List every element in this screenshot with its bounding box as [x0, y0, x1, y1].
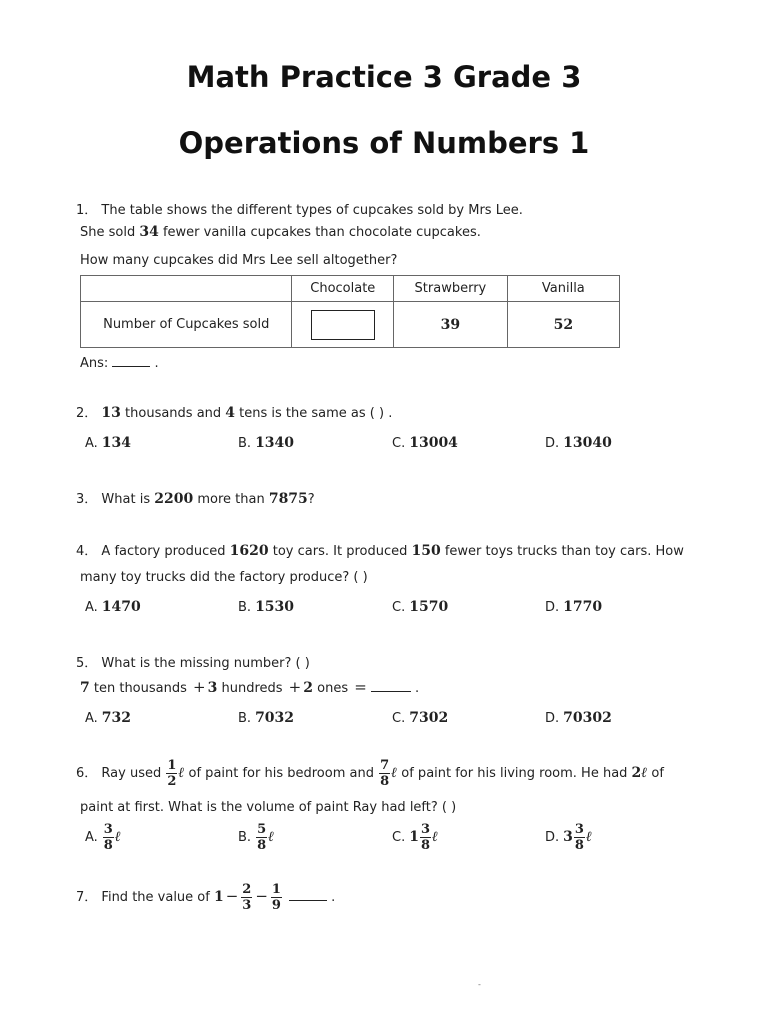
q1-line3: How many cupcakes did Mrs Lee sell altogether? [80, 253, 398, 268]
option-fraction [574, 822, 585, 853]
q1-text2-a: She sold [80, 225, 140, 240]
litre-symbol: ℓ [585, 829, 592, 845]
q5-line1 [76, 652, 310, 671]
option-letter: B. [238, 830, 252, 845]
table-header-vanilla: Vanilla [507, 276, 619, 302]
q5-option-d[interactable] [545, 710, 612, 726]
page-title: Math Practice 3 Grade 3 [186, 60, 582, 94]
q5-option-a[interactable] [85, 710, 131, 726]
fraction-numerator: 3 [103, 822, 113, 837]
q5-text-c: ones [313, 681, 353, 696]
fraction-one-half [166, 758, 177, 789]
q5-line2 [80, 678, 419, 696]
minus-sign: − [255, 887, 268, 905]
fraction-denominator: 8 [380, 774, 390, 789]
q2-line1 [76, 402, 392, 421]
q5-number: 5． [76, 656, 98, 671]
q2-option-c[interactable] [392, 435, 458, 451]
option-whole: 1 [409, 829, 419, 845]
q6-text-c: of paint for his living room. He had [397, 766, 632, 781]
fraction-seven-eighths [379, 758, 390, 789]
q4-line1 [76, 540, 684, 559]
q6-text-a: Ray used [101, 766, 166, 781]
q4-option-d[interactable] [545, 599, 602, 615]
option-value: 1470 [101, 599, 141, 615]
q7-number: 7． [76, 890, 98, 905]
q6-num1: 2 [631, 765, 642, 781]
q4-option-b[interactable] [238, 599, 294, 615]
litre-symbol: ℓ [178, 765, 185, 781]
option-value: 13004 [409, 435, 458, 451]
q5-option-b[interactable] [238, 710, 294, 726]
q4-number: 4． [76, 544, 98, 559]
option-letter: B. [238, 711, 252, 726]
q5-option-c[interactable] [392, 710, 448, 726]
q2-text-a: thousands and [120, 406, 226, 421]
fraction-numerator: 1 [271, 882, 281, 897]
q3-text-c: ? [307, 492, 315, 507]
option-letter: D. [545, 436, 560, 451]
chocolate-answer-box[interactable] [311, 310, 375, 340]
option-letter: C. [392, 436, 406, 451]
q3-num2: 7875 [268, 491, 308, 507]
option-value: 7302 [409, 710, 449, 726]
option-fraction [103, 822, 114, 853]
q2-option-d[interactable] [545, 435, 612, 451]
q5-text-b: hundreds [217, 681, 287, 696]
q2-option-a[interactable] [85, 435, 131, 451]
litre-symbol: ℓ [641, 765, 648, 781]
q7-text-end: . [326, 890, 336, 905]
option-letter: A. [85, 830, 98, 845]
option-whole: 3 [563, 829, 573, 845]
plus-sign: + [288, 678, 302, 696]
option-value: 1530 [255, 599, 295, 615]
option-letter: A. [85, 711, 98, 726]
q4-num1: 1620 [229, 543, 269, 559]
q3-number: 3． [76, 492, 98, 507]
option-letter: B. [238, 436, 252, 451]
fraction-denominator: 9 [271, 898, 281, 913]
fraction-denominator: 3 [242, 898, 252, 913]
fraction-denominator: 8 [420, 838, 431, 853]
q5-text-end: . [410, 681, 420, 696]
chocolate-answer-cell [292, 302, 394, 348]
option-value: 70302 [563, 710, 612, 726]
strawberry-value: 39 [394, 302, 508, 348]
q6-text-d: of [647, 766, 664, 781]
q3-text-a: What is [101, 492, 155, 507]
option-value: 1570 [409, 599, 449, 615]
table-row [81, 302, 620, 348]
vanilla-value: 52 [507, 302, 619, 348]
q2-number: 2． [76, 406, 98, 421]
equals-sign: = [354, 678, 367, 696]
minus-sign: − [225, 887, 239, 905]
fraction-denominator: 8 [574, 838, 584, 853]
footer-mark: - [478, 980, 481, 989]
q4-text-a: A factory produced [101, 544, 230, 559]
q4-line2: many toy trucks did the factory produce? ( ) [80, 570, 368, 585]
q1-number: 1． [76, 203, 98, 218]
q6-text-b: of paint for his bedroom and [184, 766, 379, 781]
option-value: 1340 [255, 435, 295, 451]
fraction-numerator: 3 [574, 822, 584, 837]
q5-answer-blank[interactable] [371, 679, 411, 692]
q2-num2: 4 [225, 405, 236, 421]
option-value: 7032 [255, 710, 295, 726]
fraction-denominator: 2 [167, 774, 177, 789]
q7-answer-blank[interactable] [289, 888, 327, 901]
fraction-denominator: 8 [103, 838, 113, 853]
q3-num1: 2200 [154, 491, 194, 507]
fraction-two-thirds [241, 882, 252, 913]
q1-text2-b: fewer vanilla cupcakes than chocolate cupcakes. [158, 225, 481, 240]
option-fraction [420, 822, 431, 853]
q6-line1 [76, 758, 664, 789]
table-row-label: Number of Cupcakes sold [81, 302, 292, 348]
q2-option-b[interactable] [238, 435, 294, 451]
q6-option-d[interactable] [545, 822, 592, 853]
q4-text-b: toy cars. It produced [268, 544, 412, 559]
plus-sign: + [193, 678, 206, 696]
q3-line1 [76, 488, 315, 507]
q4-num2: 150 [411, 543, 441, 559]
option-letter: D. [545, 711, 560, 726]
option-fraction [256, 822, 267, 853]
option-value: 732 [101, 710, 132, 726]
table-header-strawberry: Strawberry [394, 276, 508, 302]
fraction-denominator: 8 [257, 838, 267, 853]
q1-text1: The table shows the different types of cupcakes sold by Mrs Lee. [101, 203, 523, 218]
q4-option-c[interactable] [392, 599, 448, 615]
q1-answer-line [80, 354, 159, 371]
q4-text-c: fewer toys trucks than toy cars. How [440, 544, 684, 559]
option-value: 134 [101, 435, 132, 451]
q1-line2 [80, 224, 481, 240]
q5-num2: 3 [207, 680, 218, 696]
q2-text-b: tens is the same as ( ) . [235, 406, 393, 421]
q6-option-a[interactable] [85, 822, 121, 853]
fraction-numerator: 3 [420, 822, 431, 837]
q4-option-a[interactable] [85, 599, 141, 615]
q1-answer-blank[interactable] [112, 354, 150, 367]
litre-symbol: ℓ [114, 829, 121, 845]
fraction-numerator: 2 [242, 882, 252, 897]
table-header-empty [81, 276, 292, 302]
option-letter: D. [545, 600, 560, 615]
option-letter: A. [85, 436, 98, 451]
q5-text-a: ten thousands [89, 681, 192, 696]
q6-number: 6． [76, 766, 98, 781]
table-header-chocolate: Chocolate [292, 276, 394, 302]
litre-symbol: ℓ [391, 765, 398, 781]
q6-option-c[interactable] [392, 822, 438, 853]
q5-text1: What is the missing number? ( ) [101, 656, 310, 671]
option-letter: C. [392, 711, 406, 726]
fraction-numerator: 7 [380, 758, 390, 773]
litre-symbol: ℓ [268, 829, 275, 845]
q5-num3: 2 [303, 680, 313, 696]
option-letter: C. [392, 600, 406, 615]
q3-text-b: more than [193, 492, 269, 507]
option-letter: A. [85, 600, 98, 615]
q1-ans-label: Ans: [80, 356, 113, 371]
option-letter: D. [545, 830, 560, 845]
q1-number-34: 34 [139, 224, 159, 240]
q7-line1 [76, 882, 335, 913]
cupcake-table [80, 275, 620, 348]
q7-num1: 1 [213, 889, 224, 905]
table-header-row [81, 276, 620, 302]
fraction-numerator: 1 [167, 758, 177, 773]
option-letter: B. [238, 600, 252, 615]
q2-num1: 13 [101, 405, 121, 421]
option-value: 13040 [563, 435, 612, 451]
fraction-one-ninth [271, 882, 282, 913]
q7-text-a: Find the value of [101, 890, 214, 905]
q1-ans-end: . [150, 356, 159, 371]
fraction-numerator: 5 [257, 822, 267, 837]
q6-line2: paint at first. What is the volume of paint Ray had left? ( ) [80, 800, 457, 815]
option-value: 1770 [563, 599, 603, 615]
litre-symbol: ℓ [432, 829, 438, 845]
q6-option-b[interactable] [238, 822, 274, 853]
q5-num1: 7 [80, 680, 90, 696]
page-subtitle: Operations of Numbers 1 [178, 126, 590, 160]
q1-line1 [76, 199, 523, 218]
option-letter: C. [392, 830, 406, 845]
